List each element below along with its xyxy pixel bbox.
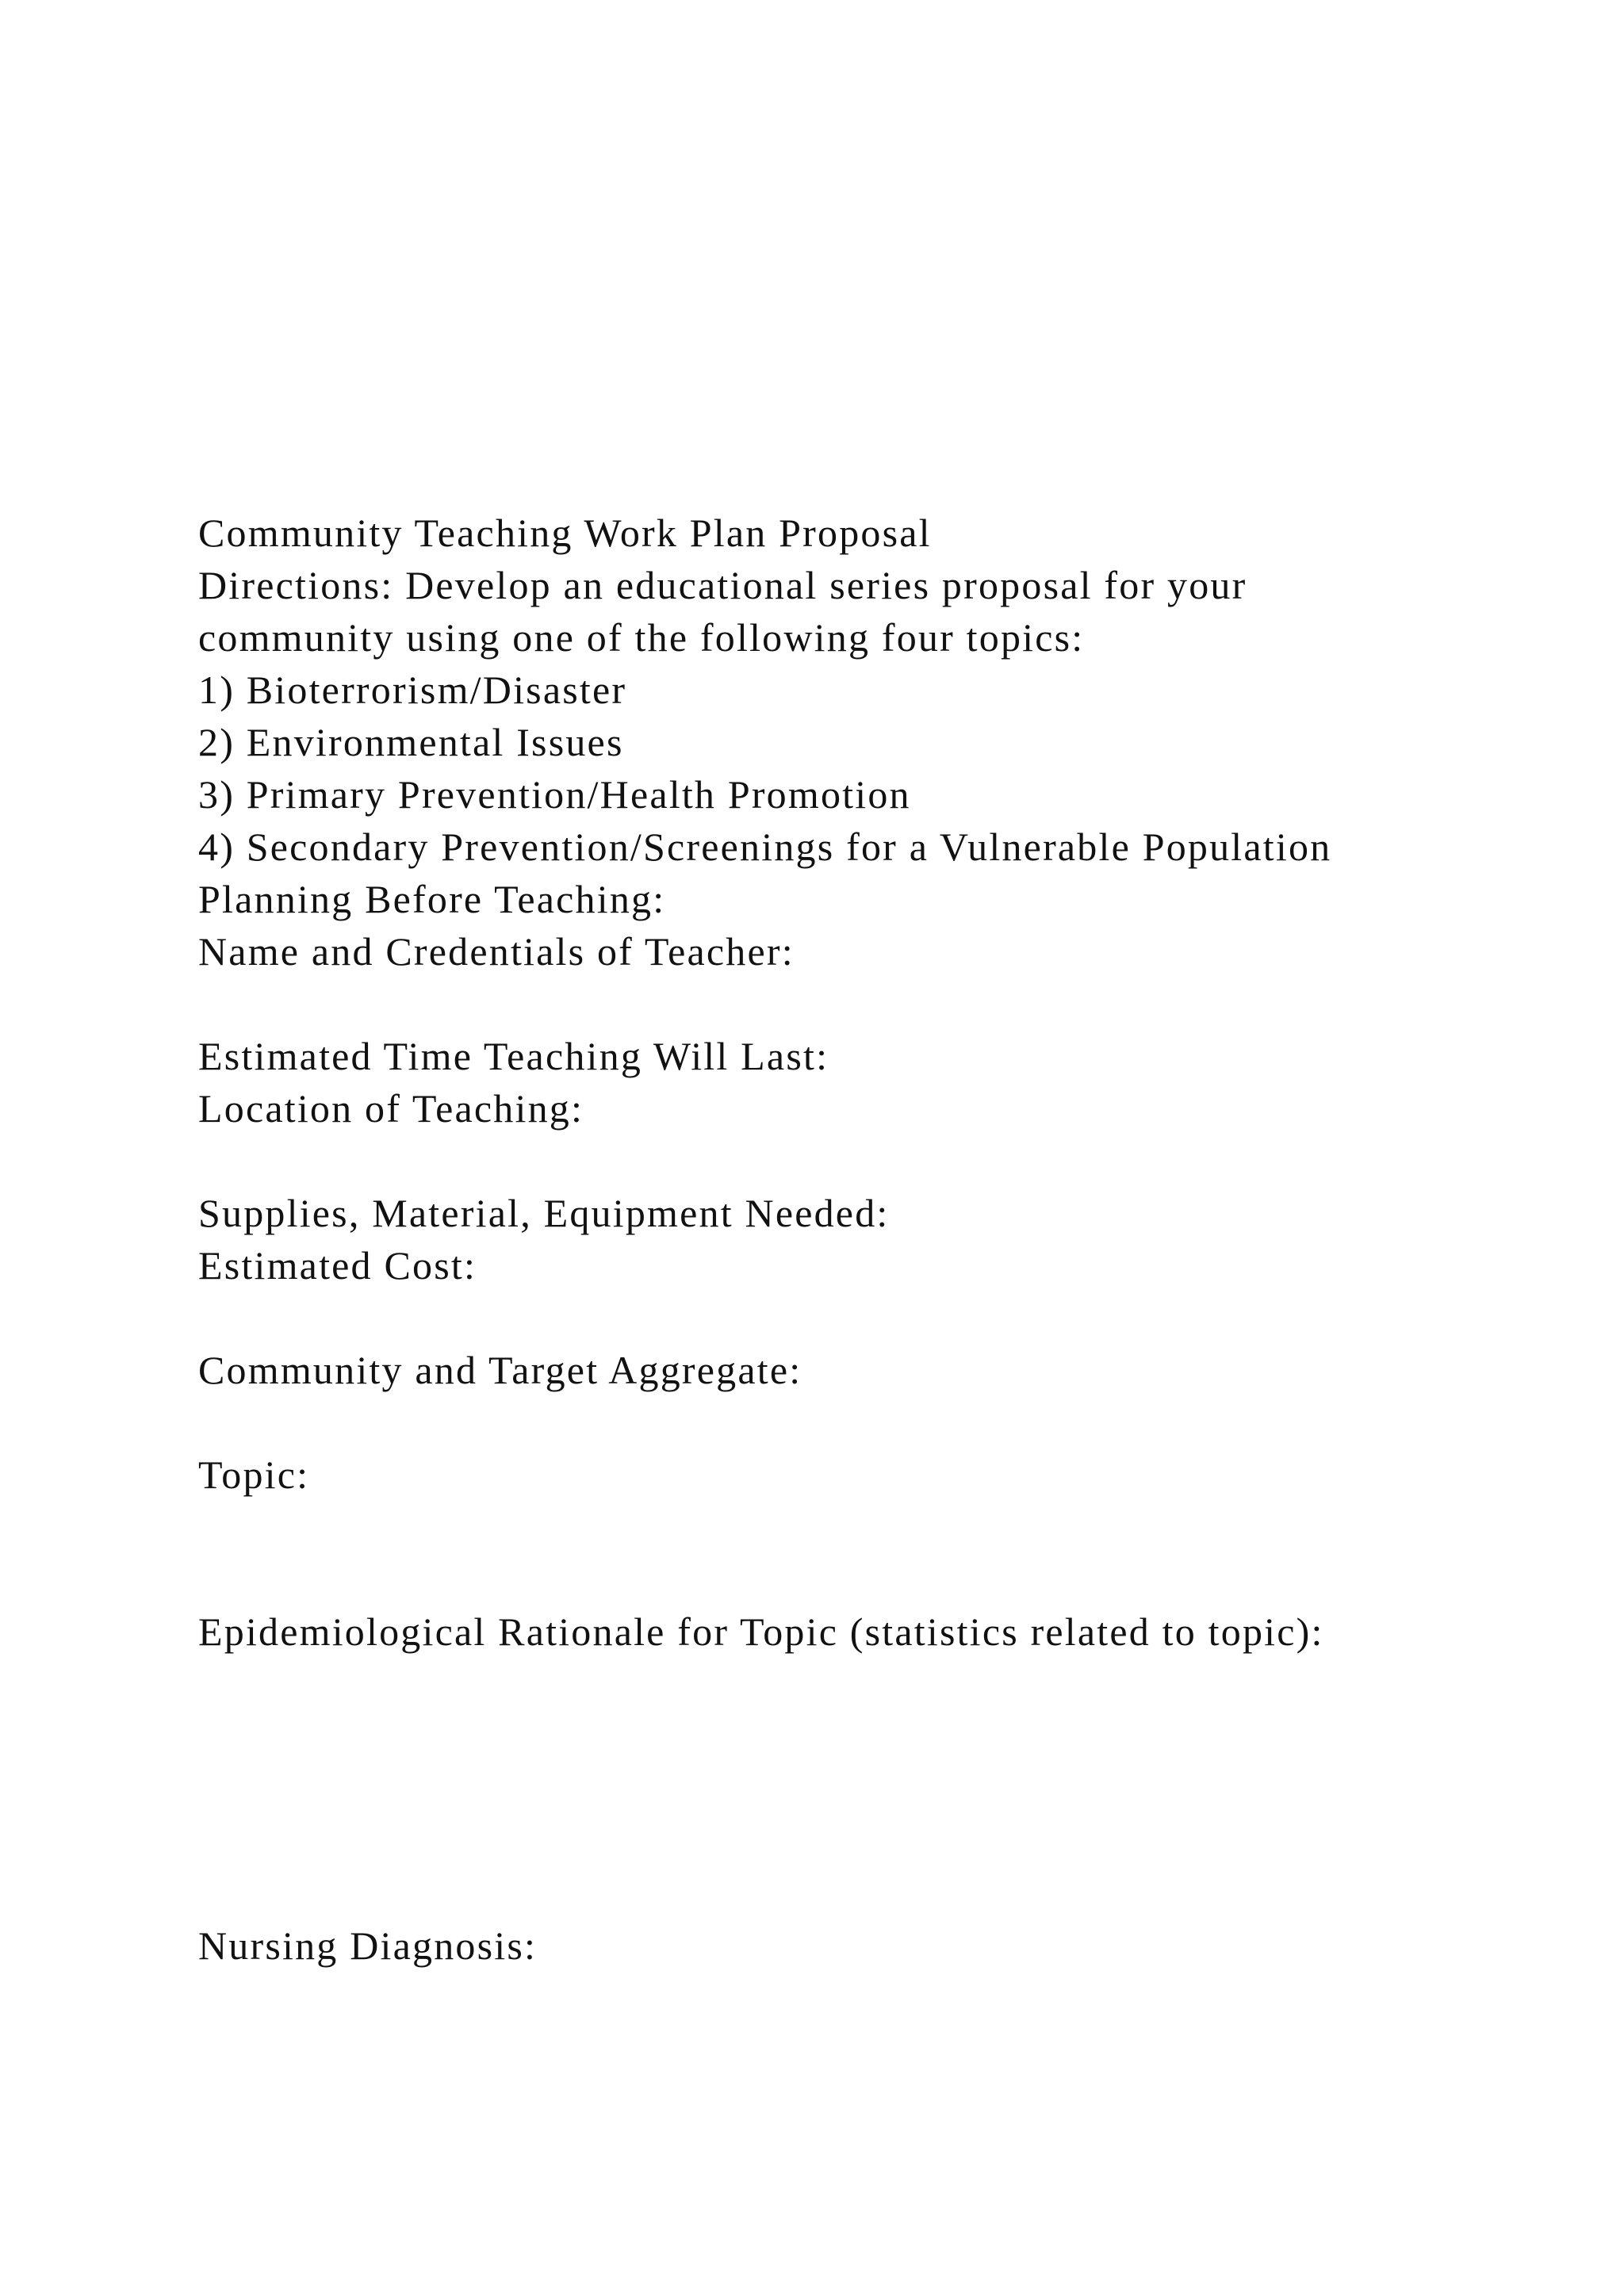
field-label-supplies: Supplies, Material, Equipment Needed:: [198, 1191, 890, 1235]
directions-line-1: Directions: Develop an educational series proposal for your: [198, 563, 1247, 607]
section-heading: Planning Before Teaching:: [198, 877, 666, 921]
field-label-location: Location of Teaching:: [198, 1086, 584, 1131]
field-label-cost: Estimated Cost:: [198, 1243, 477, 1288]
topic-item-1: 1) Bioterrorism/Disaster: [198, 668, 627, 712]
field-label-time: Estimated Time Teaching Will Last:: [198, 1034, 829, 1078]
topic-item-3: 3) Primary Prevention/Health Promotion: [198, 772, 911, 817]
document-title: Community Teaching Work Plan Proposal: [198, 511, 932, 555]
field-label-community: Community and Target Aggregate:: [198, 1348, 802, 1392]
topic-item-4: 4) Secondary Prevention/Screenings for a Vulnerable Population: [198, 825, 1332, 869]
field-label-topic: Topic:: [198, 1452, 310, 1497]
topic-item-2: 2) Environmental Issues: [198, 720, 624, 764]
directions-line-2: community using one of the following four topics:: [198, 615, 1085, 660]
field-label-teacher: Name and Credentials of Teacher:: [198, 929, 795, 974]
field-label-diagnosis: Nursing Diagnosis:: [198, 1923, 538, 1968]
field-label-rationale: Epidemiological Rationale for Topic (statistics related to topic):: [198, 1609, 1324, 1654]
